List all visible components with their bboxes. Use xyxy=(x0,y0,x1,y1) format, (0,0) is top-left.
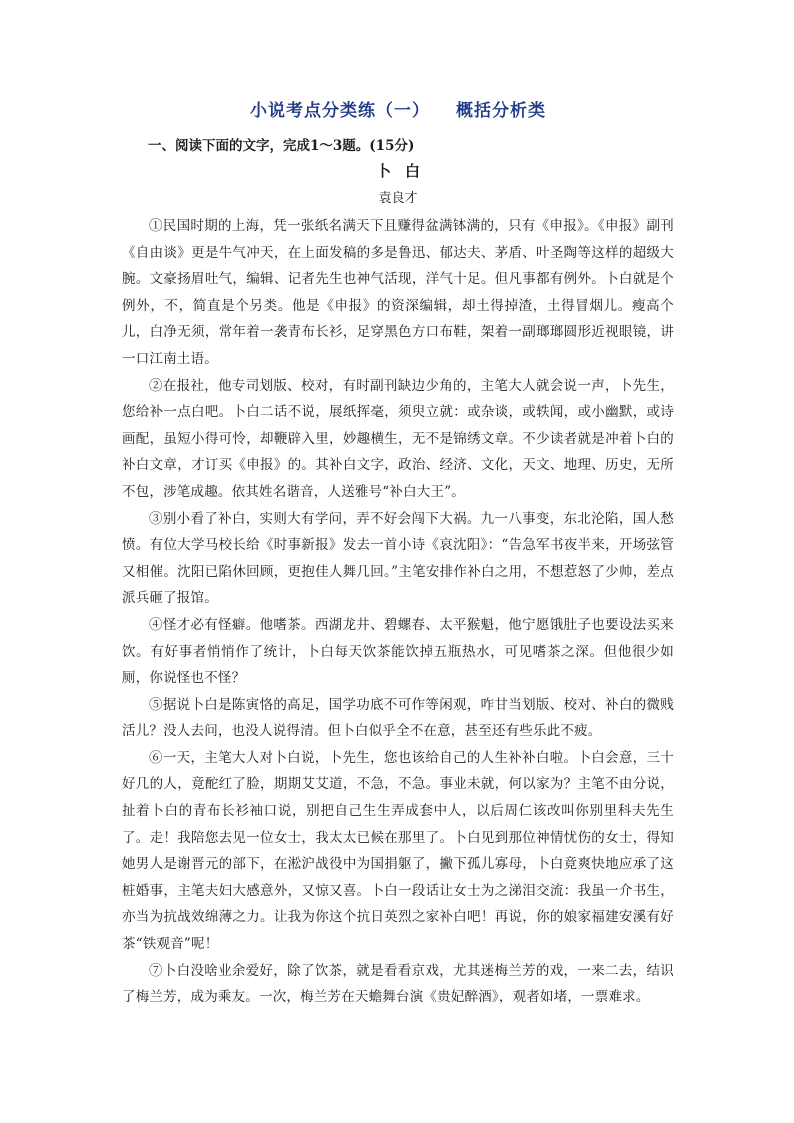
paragraph-3: ③别小看了补白，实则大有学问，弄不好会闯下大祸。九一八事变，东北沦陷，国人愁愤。有位大学马校长给《时事新报》发去一首小诗《哀沈阳》：“告急军书夜半来，开场弦管又相催。沈阳已陷休回顾，更抱佳人舞几回。”主笔安排作补白之用，不想惹怒了少帅，差点派兵砸了报馆。 xyxy=(122,510,674,607)
story-title: 卜白 xyxy=(375,162,434,180)
page-title xyxy=(122,96,674,121)
paragraph-2: ②在报社，他专司划版、校对，有时副刊缺边少角的，主笔大人就会说一声，卜先生，您给补一点白吧。卜白二话不说，展纸挥毫，须臾立就：或杂谈，或轶闻，或小幽默，或诗画配，虽短小得可怜，却鞭辟入里，妙趣横生，无不是锦绣文章。不少读者就是冲着卜白的补白文章，才订买《申报》的。其补白文字，政治、经济、文化，天文、地理、历史，无所不包，涉笔成趣。依其姓名谐音，人送雅号“补白大王”。 xyxy=(122,377,674,500)
paragraph-7: ⑦卜白没啥业余爱好，除了饮茶，就是看看京戏，尤其迷梅兰芳的戏，一来二去，结识了梅兰芳，成为乘友。一次，梅兰芳在天蟾舞台演《贵妃醉酒》，观者如堵，一票难求。 xyxy=(122,962,674,1006)
title-part-2: 概括分析类 xyxy=(456,101,546,121)
author-name: 袁良才 xyxy=(378,191,418,206)
paragraph-1: ①民国时期的上海，凭一张纸名满天下且赚得盆满钵满的，只有《申报》。《申报》副刊《自由谈》更是牛气冲天，在上面发稿的多是鲁迅、郁达夫、茅盾、叶圣陶等这样的超级大腕。文豪扬眉吐气，编辑、记者先生也神气活现，洋气十足。但凡事都有例外。卜白就是个例外，不，简直是个另类。他是《申报》的资深编辑，却土得掉渣，土得冒烟儿。瘦高个儿，白净无须，常年着一袭青布长衫，足穿黑色方口布鞋，架着一副瑯瑯圆形近视眼镜，讲一口江南土语。 xyxy=(122,218,674,367)
paragraph-6: ⑥一天，主笔大人对卜白说，卜先生，您也该给自己的人生补补白啦。卜白会意，三十好几的人，竟酡红了脸，期期艾艾道，不急，不急。事业未就，何以家为？主笔不由分说，扯着卜白的青布长衫袖口说，别把自己生生弄成套中人，以后周仁该改叫你别里科夫先生了。走！我陪您去见一位女士，我太太已候在那里了。卜白见到那位神情忧伤的女士，得知她男人是谢晋元的部下，在淞沪战役中为国捐躯了，撇下孤儿寡母，卜白竟爽快地应承了这桩婚事，主笔夫妇大感意外，又惊又喜。卜白一段话让女士为之涕泪交流：我虽一介书生，亦当为抗战效绵薄之力。让我为你这个抗日英烈之家补白吧！再说，你的娘家福建安溪有好茶“铁观音”呢！ xyxy=(122,749,674,953)
section-heading: 一、阅读下面的文字，完成1～3题。(15分) xyxy=(148,138,415,154)
title-part-1: 小说考点分类练（一） xyxy=(250,101,430,121)
story-body xyxy=(122,213,674,1011)
paragraph-4: ④怪才必有怪癖。他嗜茶。西湖龙井、碧螺春、太平猴魁，他宁愿饿肚子也要设法买来饮。有好事者悄悄作了统计，卜白每天饮茶能饮掉五瓶热水，可见嗜茶之深。但他很少如厕，你说怪也不怪？ xyxy=(122,616,674,687)
paragraph-5: ⑤据说卜白是陈寅恪的高足，国学功底不可作等闲观，咋甘当划版、校对、补白的微贱活儿？没人去问，也没人说得清。但卜白似乎全不在意，甚至还有些乐此不疲。 xyxy=(122,696,674,740)
